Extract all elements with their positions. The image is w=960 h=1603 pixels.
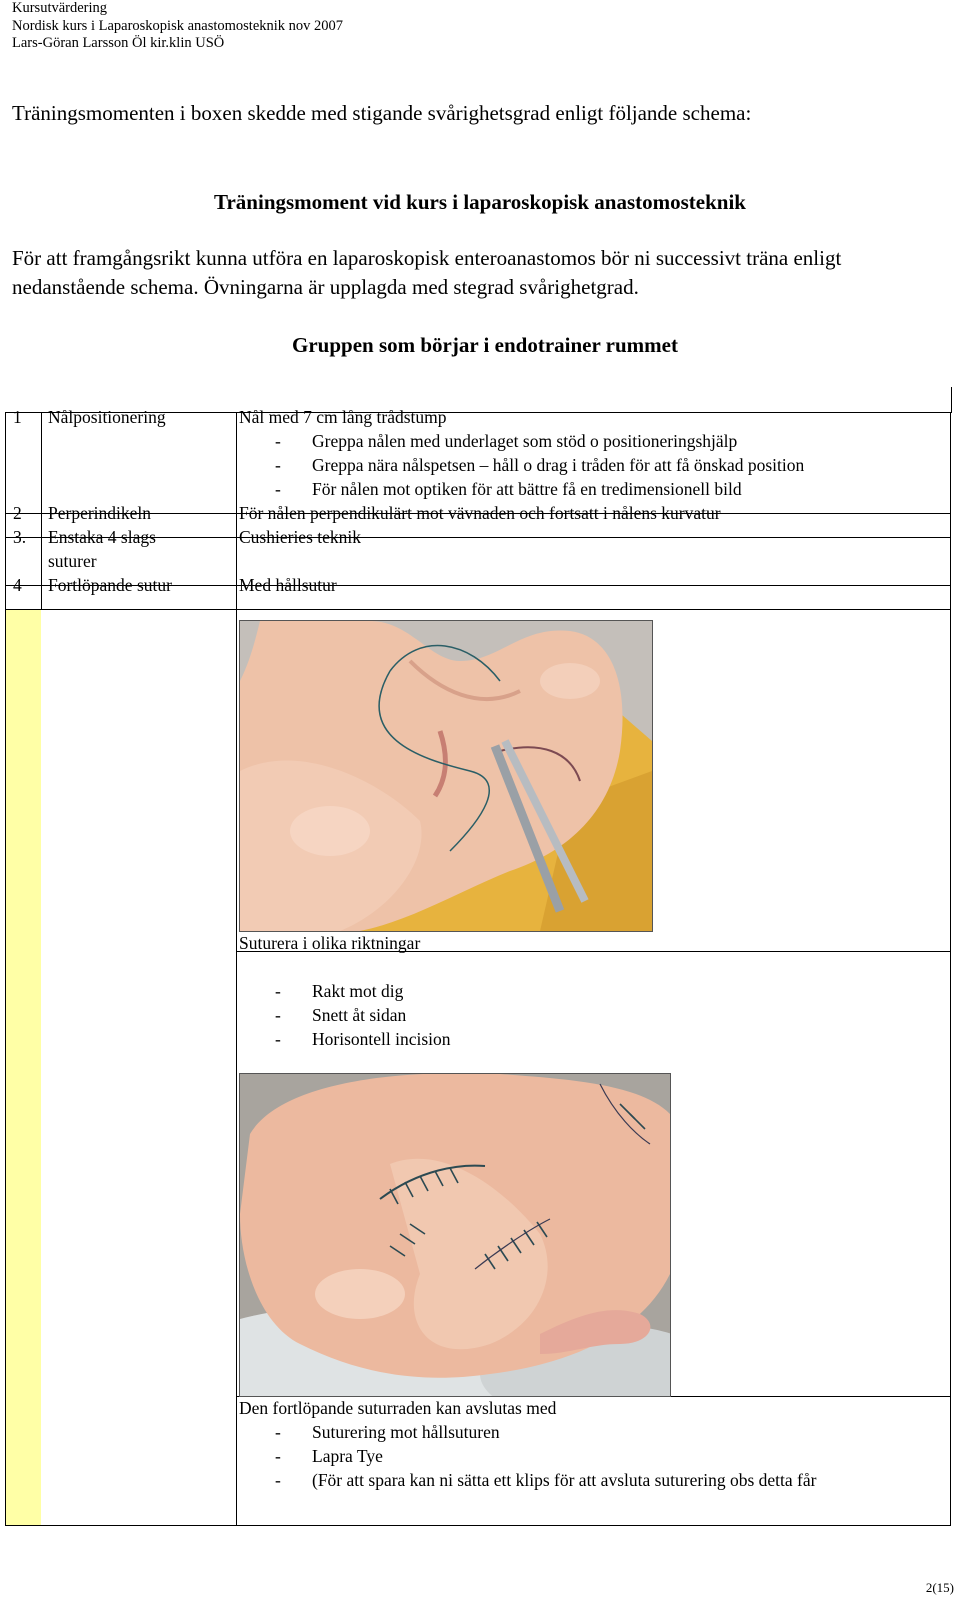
intro-text: Träningsmomenten i boxen skedde med stigande svårighetsgrad enligt följande schema: (12, 101, 752, 125)
suture-photo-2 (239, 1073, 671, 1397)
bullet-dash: - (275, 1005, 281, 1025)
margin-highlight (6, 610, 41, 1525)
page-number: 2(15) (925, 1580, 954, 1595)
bullet-text: (För att spara kan ni sätta ett klips för att avsluta suturering obs detta får (312, 1470, 817, 1490)
row-divider (6, 609, 950, 610)
bullet-dash: - (275, 981, 281, 1001)
training-table (5, 407, 951, 1526)
bullet-dash: - (275, 1446, 281, 1466)
row-1-name: Nålpositionering (48, 407, 166, 427)
row-3-name: Enstaka 4 slags (48, 527, 156, 547)
row-2-number: 2 (13, 503, 22, 523)
column-divider (236, 413, 237, 1525)
suture-photo-2-image (240, 1074, 670, 1396)
bullet-dash: - (275, 1470, 281, 1490)
bullet-text: Suturering mot hållsuturen (312, 1422, 500, 1442)
bullet-dash: - (275, 455, 281, 475)
final-title: Den fortlöpande suturraden kan avslutas med (239, 1398, 557, 1418)
suturera-title: Suturera i olika riktningar (239, 933, 421, 953)
suture-photo-1-image (240, 621, 652, 931)
bullet-text: Horisontell incision (312, 1029, 451, 1049)
row-1-number: 1 (13, 407, 22, 427)
row-4-name: Fortlöpande sutur (48, 575, 172, 595)
column-divider (41, 413, 42, 609)
header-line-2: Nordisk kurs i Laparoskopisk anastomosteknik nov 2007 (12, 17, 344, 34)
table-edge-mark (951, 387, 952, 413)
row-3-description: Cushieries teknik (239, 527, 361, 547)
row-2-name: Perperindikeln (48, 503, 152, 523)
bullet-dash: - (275, 431, 281, 451)
bullet-text: Greppa nära nålspetsen – håll o drag i tråden för att få önskad position (312, 455, 805, 475)
row-3-number: 3. (13, 527, 27, 547)
document-title: Träningsmoment vid kurs i laparoskopisk anastomosteknik (214, 190, 746, 214)
bullet-text: Rakt mot dig (312, 981, 404, 1001)
header-line-3: Lars-Göran Larsson Öl kir.klin USÖ (12, 35, 225, 51)
bullet-text: Greppa nålen med underlaget som stöd o positioneringshjälp (312, 431, 738, 451)
row-2-description: För nålen perpendikulärt mot vävnaden och fortsatt i nålens kurvatur (239, 503, 721, 523)
group-title: Gruppen som börjar i endotrainer rummet (292, 333, 678, 357)
suture-photo-1 (239, 620, 653, 932)
bullet-dash: - (275, 1029, 281, 1049)
row-4-number: 4 (13, 575, 22, 595)
header-line-1: Kursutvärdering (12, 0, 108, 16)
bullet-text: Snett åt sidan (312, 1005, 407, 1025)
bullet-text: För nålen mot optiken för att bättre få en tredimensionell bild (312, 479, 742, 499)
row-3-name-continued: suturer (48, 551, 97, 571)
row-1-description: Nål med 7 cm lång trådstump (239, 407, 447, 427)
bullet-dash: - (275, 1422, 281, 1442)
bullet-text: Lapra Tye (312, 1446, 383, 1466)
bullet-dash: - (275, 479, 281, 499)
document-header (12, 0, 343, 53)
row-4-description: Med hållsutur (239, 575, 337, 595)
lead-paragraph: För att framgångsrikt kunna utföra en laparoskopisk enteroanastomos bör ni successivt träna enligt nedanstående schema. Övningarna är upplagda med stegrad svårighetgrad. (12, 246, 842, 299)
